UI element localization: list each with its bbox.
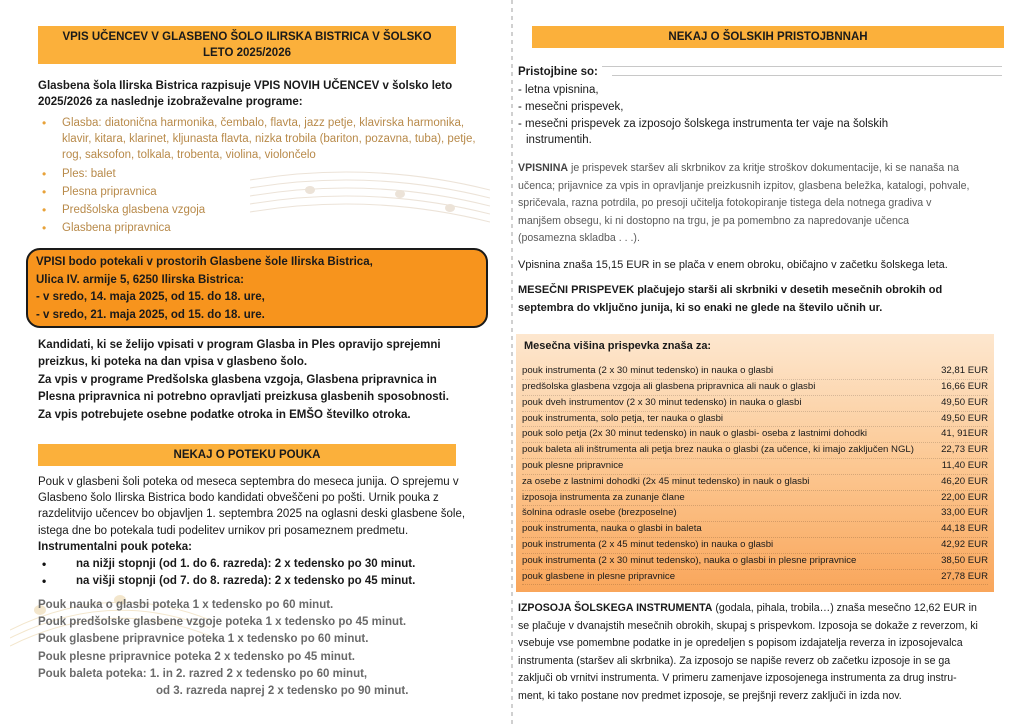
fee-label: pouk solo petja (2x 30 minut tedensko) in nauk o glasbi- oseba z lastnimi dohodki <box>522 428 868 440</box>
mesecni-label: MESEČNI PRISPEVEK <box>518 284 635 296</box>
fee-row <box>522 412 988 428</box>
fee-row <box>522 427 988 443</box>
fee-row <box>522 554 988 570</box>
vpisi-line: - v sredo, 14. maja 2025, od 15. do 18. ure, <box>36 291 265 303</box>
mesecni-text <box>518 281 1008 317</box>
vpisi-line: Ulica IV. armije 5, 6250 Ilirska Bistrica: <box>36 273 244 286</box>
izposoja-line: (godala, pihala, trobila…) znaša mesečno 12,62 EUR in <box>712 602 977 614</box>
program-list <box>38 115 478 236</box>
izposoja-line: instrumenta (staršev ali skrbnika). Za izposojo se napiše reverz ob začetku izposoje in se ga <box>518 654 951 667</box>
fee-type-item: - letna vpisnina, <box>518 84 599 96</box>
instrumental-list <box>38 556 478 590</box>
vpisi-line: VPISI bodo potekali v prostorih Glasbene šole Ilirska Bistrica, <box>36 256 373 268</box>
fee-amount: 32,81 EUR <box>941 365 988 377</box>
fee-label: pouk instrumenta, nauka o glasbi in baleta <box>522 523 702 535</box>
fee-label: pouk plesne pripravnice <box>522 459 624 471</box>
title-rule <box>602 66 1002 67</box>
izposoja-text <box>518 600 1008 706</box>
fee-row <box>522 459 988 475</box>
fee-label: šolnina odrasle osebe (brezposelne) <box>522 507 677 519</box>
izposoja-line: ment, ki tako postane nov predmet izposoje, se prejšnji reverz zaključi in izda nov. <box>518 689 902 702</box>
enrollment-title: VPIS UČENCEV V GLASBENO ŠOLO ILIRSKA BISTRICA V ŠOLSKO LETO 2025/2026 <box>38 26 456 64</box>
vpisnina-text <box>518 160 1008 248</box>
fee-amount: 38,50 EUR <box>941 554 988 566</box>
mesecni-line: septembra do vključno junija, ki so enaki ne glede na število učnih ur. <box>518 302 883 314</box>
fee-label: predšolska glasbena vzgoja ali glasbena pripravnica ali nauk o glasbi <box>522 381 816 392</box>
mesecni-line: plačujejo starši ali skrbniki v desetih mesečnih obrokih od <box>634 284 943 296</box>
lessons-line: Pouk v glasbeni šoli poteka od meseca septembra do meseca junija. O sprejemu v <box>38 476 459 488</box>
fee-label: pouk instrumenta (2 x 30 minut tedensko), nauka o glasbi in plesne pripravnice <box>522 554 857 566</box>
fee-amount: 22,00 EUR <box>941 491 988 503</box>
fee-row <box>522 522 988 538</box>
fees-list <box>518 82 998 149</box>
fee-type-item: - mesečni prispevek, <box>518 100 624 113</box>
instrumental-title: Instrumentalni pouk poteka: <box>38 541 192 553</box>
fee-rows <box>522 364 988 585</box>
fee-amount: 41, 91EUR <box>941 428 988 440</box>
fee-row <box>522 491 988 507</box>
fee-label: pouk glasbene in plesne pripravnice <box>522 570 676 582</box>
other-lessons-line: od 3. razreda naprej 2 x tedensko po 90 minut. <box>156 685 409 698</box>
fee-label: pouk instrumenta (2 x 45 minut tedensko) in nauka o glasbi <box>522 538 774 550</box>
fee-label: pouk instrumenta, solo petja, ter nauka o glasbi <box>522 412 724 424</box>
izposoja-line: se plačuje v dvanajstih mesečnih obrokih, skupaj s prispevkom. Izposoja se dokaže z reverzom, ki <box>518 619 978 632</box>
instrumental-item: • na višji stopnji (od 7. do 8. razreda): 2 x tedensko po 45 minut. <box>38 573 478 590</box>
candidates-line: Kandidati, ki se želijo vpisati v program Glasba in Ples opravijo sprejemni <box>38 339 441 351</box>
program-item: • Glasbena pripravnica <box>38 220 478 236</box>
fee-table-title: Mesečna višina prispevka znaša za: <box>524 340 712 352</box>
izposoja-line: zaključi ob vrnitvi instrumenta. V primeru zamenjave izposojenega instrumenta za drug instru- <box>518 672 957 685</box>
candidates-line: Za vpis v programe Predšolska glasbena vzgoja, Glasbena pripravnica in <box>38 373 437 386</box>
intro-text: Glasbena šola Ilirska Bistrica razpisuje VPIS NOVIH UČENCEV v šolsko leto 2025/2026 za naslednje izobraževalne programe: <box>38 80 453 109</box>
glasba-instruments: diatonična harmonika, čembalo, flavta, jazz petje, klavirska harmonika, klavir, kitara, klarinet, kljunasta flavta, nizka trobila (bariton, pozavna, tuba), petje, rog, saksofon, tolkala, trobenta, violina, violončelo <box>62 117 476 162</box>
vpisnina-line: je prispevek staršev ali skrbnikov za kritje stroškov dokumentacije, ki se nanaša na <box>568 162 960 174</box>
program-item: • Predšolska glasbena vzgoja <box>38 202 478 218</box>
fee-row <box>522 396 988 412</box>
izposoja-line: vsebuje vse pomembne podatke in je opredeljen s popisom izdajatelja reverza in izposojevalca <box>518 637 963 650</box>
izposoja-label: IZPOSOJA ŠOLSKEGA INSTRUMENTA <box>518 602 713 614</box>
vpisnina-line: učenca; prijavnice za vpis in opravljanje preizkusnih izpitov, glasbena beležka, katalogi, pohvale, <box>518 179 970 192</box>
fee-amount: 11,40 EUR <box>941 459 988 471</box>
fee-row <box>522 380 988 396</box>
candidates-line: Za vpis potrebujete osebne podatke otroka in EMŠO številko otroka. <box>38 408 411 421</box>
other-lessons-line: Pouk plesne pripravnice poteka 2 x tedensko po 45 minut. <box>38 650 355 663</box>
other-lessons-text <box>38 597 498 700</box>
fees-title: NEKAJ O ŠOLSKIH PRISTOJBNNAH <box>532 26 1004 48</box>
right-page <box>512 0 1024 724</box>
fee-row <box>522 506 988 522</box>
vpisi-line: - v sredo, 21. maja 2025, od 15. do 18. ure. <box>36 308 265 321</box>
lessons-text <box>38 474 498 539</box>
vpisnina-label: VPISNINA <box>518 162 569 174</box>
vpisnina-line: spričevala, razna potrdila, po presoji učitelja fotokopiranje tistega dela notnega gradiva v <box>518 197 932 210</box>
fee-row <box>522 364 988 380</box>
fee-label: pouk dveh instrumentov (2 x 30 minut tedensko) in nauka o glasbi <box>522 396 802 408</box>
fee-label: izposoja instrumenta za zunanje člane <box>522 491 685 503</box>
candidates-text <box>38 337 498 424</box>
other-lessons-line: Pouk baleta poteka: 1. in 2. razred 2 x tedensko po 60 minut, <box>38 667 368 680</box>
title-rule <box>612 75 1002 76</box>
fee-amount: 44,18 EUR <box>941 523 988 535</box>
fee-type-item: - mesečni prispevek za izposojo šolskega instrumenta ter vaje na šolskih <box>518 117 889 130</box>
fee-label: pouk instrumenta (2 x 30 minut tedensko) in nauka o glasbi <box>522 365 774 377</box>
monthly-fee-table <box>516 334 994 592</box>
fee-type-item: instrumentih. <box>526 134 592 147</box>
instrumental-item: • na nižji stopnji (od 1. do 6. razreda): 2 x tedensko po 30 minut. <box>38 556 478 573</box>
fee-label: za osebe z lastnimi dohodki (2x 45 minut tedensko) in nauk o glasbi <box>522 475 810 487</box>
fee-amount: 27,78 EUR <box>941 570 988 582</box>
fee-row <box>522 443 988 459</box>
vpisnina-line: manjšem obsegu, ki ni dostopno na trgu, je pa pomembno za napredovanje učenca <box>518 214 910 227</box>
fee-row <box>522 475 988 491</box>
lessons-line: Glasbeno šolo Ilirska Bistrica bodo kandidati obveščeni po pošti. Urnik pouka z <box>38 492 439 505</box>
vpisnina-line: (posamezna skladba . . .). <box>518 232 640 245</box>
program-item: • Plesna pripravnica <box>38 184 478 200</box>
fee-amount: 22,73 EUR <box>941 444 988 456</box>
program-item-glasba <box>38 115 478 164</box>
candidates-line: preizkus, ki poteka na dan vpisa v glasbeno šolo. <box>38 356 308 369</box>
fee-amount: 49,50 EUR <box>941 396 988 408</box>
lessons-line: istega dne bo potekala tudi podelitev urnikov pri posameznem predmetu. <box>38 524 409 537</box>
fee-row <box>522 570 988 586</box>
candidates-line: Plesna pripravnica ni potrebno opravljati preizkusa glasbenih sposobnosti. <box>38 391 449 404</box>
fee-amount: 42,92 EUR <box>941 538 988 550</box>
enrollment-dates-box <box>26 248 488 328</box>
other-lessons-line: Pouk glasbene pripravnice poteka 1 x tedensko po 60 minut. <box>38 633 369 646</box>
fee-label: pouk baleta ali inštrumenta ali petja brez nauka o glasbi (za učence, ki imajo zaključen NGL) <box>522 444 914 456</box>
fee-amount: 49,50 EUR <box>941 412 988 424</box>
fee-row <box>522 538 988 554</box>
fee-amount: 46,20 EUR <box>941 475 988 487</box>
vpisnina-amount: Vpisnina znaša 15,15 EUR in se plača v enem obroku, običajno v začetku šolskega leta. <box>518 259 948 271</box>
fee-amount: 16,66 EUR <box>941 381 988 392</box>
lessons-line: razdelitvijo učencev bo objavljen 1. septembra 2025 na oglasni deski glasbene šole, <box>38 508 466 521</box>
other-lessons-line: Pouk nauka o glasbi poteka 1 x tedensko po 60 minut. <box>38 599 334 611</box>
program-item: • Ples: balet <box>38 166 478 182</box>
other-lessons-line: Pouk predšolske glasbene vzgoje poteka 1 x tedensko po 45 minut. <box>38 616 407 629</box>
glasba-label: Glasba: <box>62 117 102 129</box>
lessons-title: NEKAJ O POTEKU POUKA <box>38 444 456 466</box>
fees-subtitle: Pristojbine so: <box>518 66 598 78</box>
fee-amount: 33,00 EUR <box>941 507 988 519</box>
